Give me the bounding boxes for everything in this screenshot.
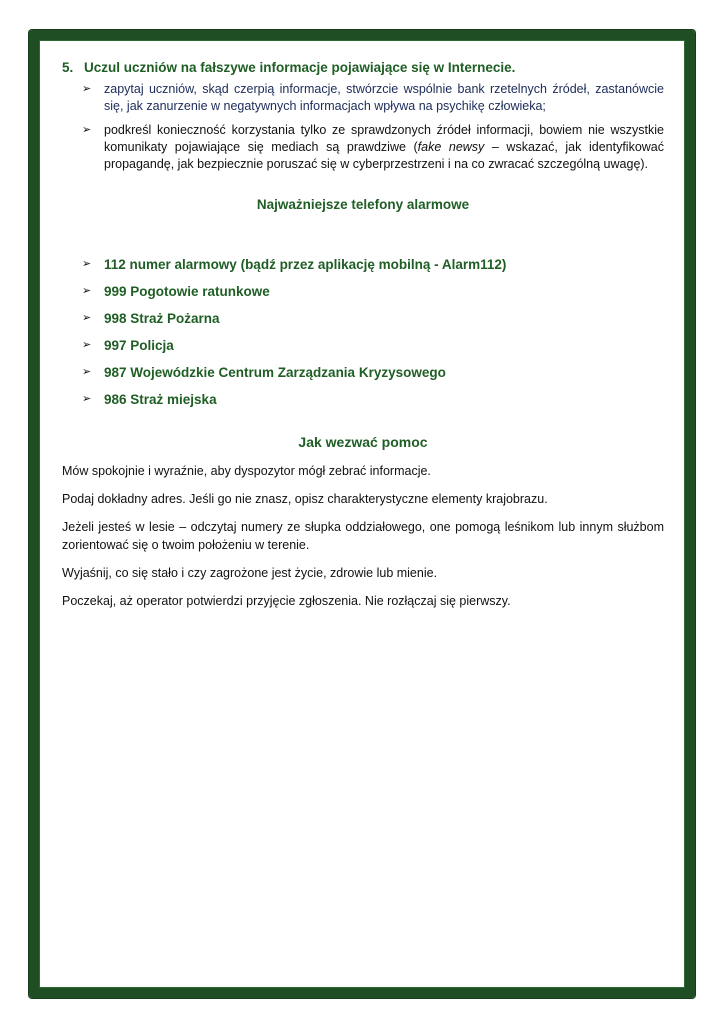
list-item: [82, 283, 664, 300]
arrow-bullet-icon: ➢: [82, 339, 92, 351]
list-item: [82, 256, 664, 273]
phone-entry: 112 numer alarmowy (bądź przez aplikację mobilną - Alarm112): [104, 257, 507, 272]
arrow-bullet-icon: ➢: [82, 285, 92, 297]
section-title: Uczul uczniów na fałszywe informacje pojawiające się w Internecie.: [84, 60, 516, 75]
list-item: [82, 122, 664, 173]
phone-entry: 998 Straż Pożarna: [104, 311, 220, 326]
help-heading: Jak wezwać pomoc: [298, 434, 428, 450]
arrow-bullet-icon: ➢: [82, 366, 92, 378]
phone-entry: 987 Wojewódzkie Centrum Zarządzania Kryzysowego: [104, 365, 446, 380]
arrow-bullet-icon: ➢: [82, 83, 92, 95]
list-item: [82, 364, 664, 381]
list-item: [82, 81, 664, 115]
list-item: [82, 337, 664, 354]
bullet-text-part: podkreśl konieczność korzystania tylko ze sprawdzonych źródeł informacji, bowiem nie wszystkie komunikaty pojawiające się mediach są prawdziwe (: [104, 123, 664, 154]
section-5-heading: [62, 60, 664, 75]
phone-entry: 999 Pogotowie ratunkowe: [104, 284, 270, 299]
phone-entry: 997 Policja: [104, 338, 174, 353]
arrow-bullet-icon: ➢: [82, 124, 92, 136]
help-paragraph: Jeżeli jesteś w lesie – odczytaj numery ze słupka oddziałowego, one pomogą leśnikom lub innym służbom zorientować się o twoim położeniu w terenie.: [62, 520, 664, 552]
bullet-text: zapytaj uczniów, skąd czerpią informacje, stwórzcie wspólnie bank rzetelnych źródeł, zastanówcie się, jak zanurzenie w negatywnych informacjach wpływa na psychikę człowieka;: [104, 82, 664, 113]
arrow-bullet-icon: ➢: [82, 312, 92, 324]
list-item: [82, 391, 664, 408]
section-5-bullets: [62, 81, 664, 173]
help-paragraph: Wyjaśnij, co się stało i czy zagrożone jest życie, zdrowie lub mienie.: [62, 566, 438, 580]
section-number: 5.: [62, 60, 74, 75]
phones-list: [62, 256, 664, 408]
help-paragraph: Poczekaj, aż operator potwierdzi przyjęcie zgłoszenia. Nie rozłączaj się pierwszy.: [62, 594, 511, 608]
list-item: [82, 310, 664, 327]
phones-heading: Najważniejsze telefony alarmowe: [256, 197, 470, 212]
document-body: [62, 60, 664, 620]
help-paragraph: Podaj dokładny adres. Jeśli go nie znasz, opisz charakterystyczne elementy krajobrazu.: [62, 492, 548, 506]
arrow-bullet-icon: ➢: [82, 258, 92, 270]
phone-entry: 986 Straż miejska: [104, 392, 217, 407]
bullet-text-part: – wskazać, jak identyfikować propagandę, jak bezpiecznie poruszać się w cyberprzestrzeni i na co zwracać szczególną uwagę).: [104, 140, 665, 171]
arrow-bullet-icon: ➢: [82, 393, 92, 405]
help-paragraph: Mów spokojnie i wyraźnie, aby dyspozytor mógł zebrać informacje.: [62, 464, 431, 478]
bullet-text-italic: fake newsy: [417, 140, 485, 154]
